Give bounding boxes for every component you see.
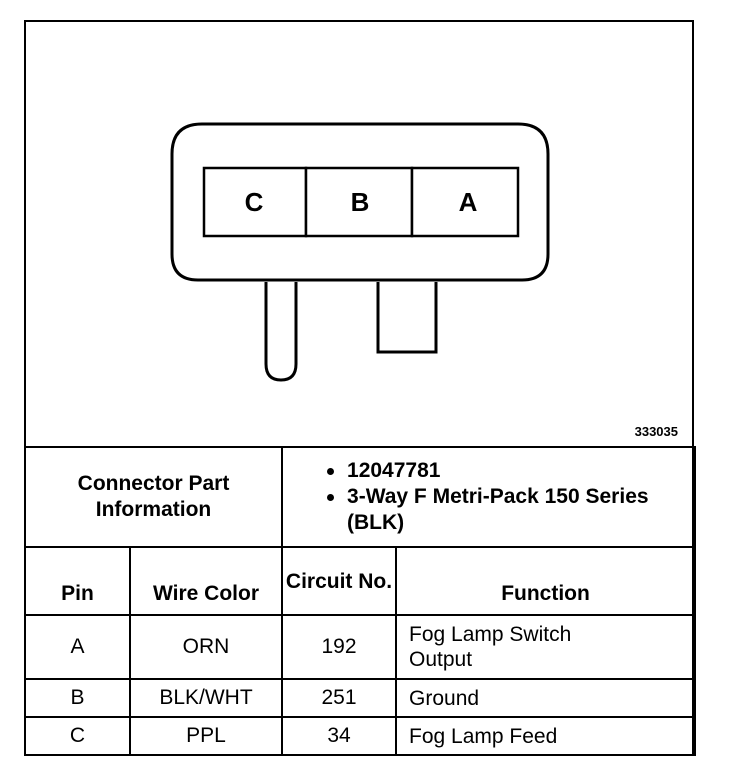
- circuit-cell: 34: [282, 717, 396, 755]
- connector-table: [24, 446, 696, 756]
- latch-tab: [266, 282, 296, 380]
- pin-label-c: C: [244, 187, 264, 217]
- wire-color-cell: ORN: [130, 615, 282, 679]
- connector-info-row: [25, 447, 695, 547]
- circuit-cell: 192: [282, 615, 396, 679]
- circuit-cell: 251: [282, 679, 396, 717]
- part-number: 12047781: [323, 458, 694, 484]
- pin-cell: B: [25, 679, 130, 717]
- figure-id: 333035: [634, 424, 678, 439]
- connector-diagram: [26, 22, 692, 446]
- connector-face-drawing: [26, 22, 692, 446]
- connector-part-info-values: [282, 447, 695, 547]
- pin-cell: A: [25, 615, 130, 679]
- key-tab: [378, 282, 436, 352]
- pin-label-b: B: [350, 187, 370, 217]
- table-row: [25, 615, 695, 679]
- function-cell: Fog Lamp Switch Output: [396, 615, 695, 679]
- wire-color-cell: PPL: [130, 717, 282, 755]
- pin-label-a: A: [458, 187, 478, 217]
- table-row: [25, 717, 695, 755]
- header-pin: Pin: [25, 547, 130, 615]
- connector-part-info-label: Connector Part Information: [25, 447, 282, 547]
- diagram-frame: [24, 20, 694, 756]
- connector-description: 3-Way F Metri-Pack 150 Series (BLK): [323, 484, 694, 536]
- table-row: [25, 679, 695, 717]
- wire-color-cell: BLK/WHT: [130, 679, 282, 717]
- header-circuit-no: Circuit No.: [282, 547, 396, 615]
- header-wire-color: Wire Color: [130, 547, 282, 615]
- header-function: Function: [396, 547, 695, 615]
- pin-cell: C: [25, 717, 130, 755]
- header-row: [25, 547, 695, 615]
- function-cell: Ground: [396, 679, 695, 717]
- function-cell: Fog Lamp Feed: [396, 717, 695, 755]
